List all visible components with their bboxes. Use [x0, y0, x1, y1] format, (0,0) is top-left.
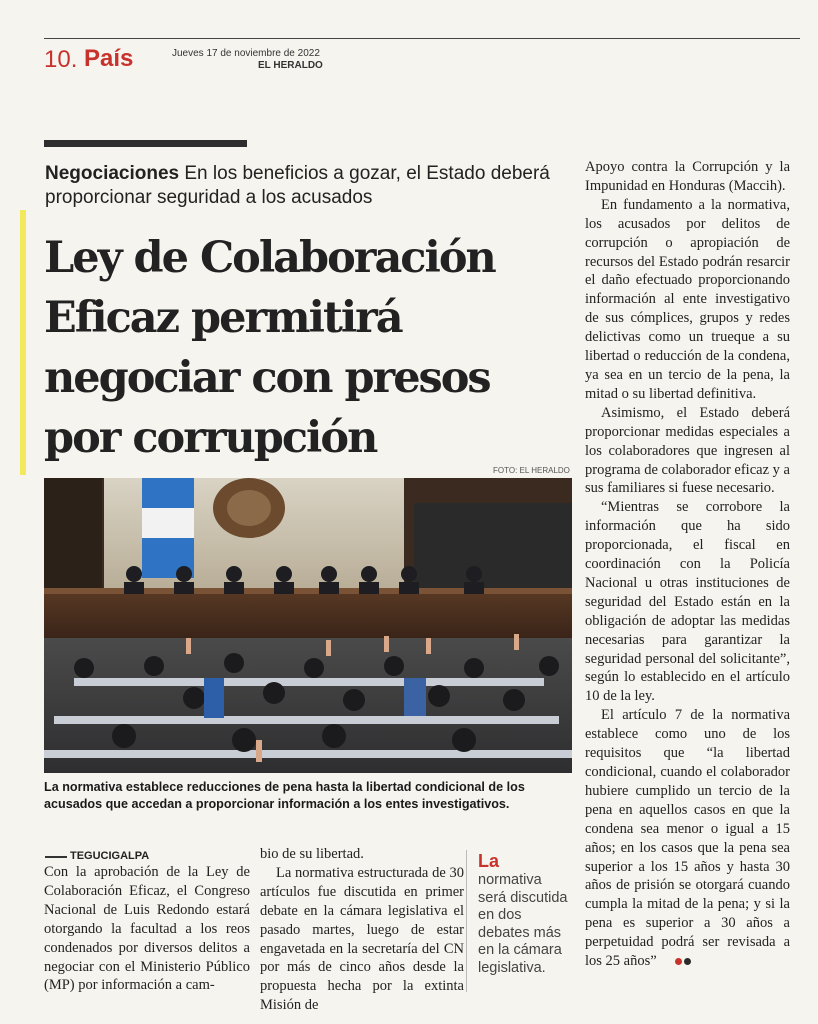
kicker-text: En los beneficios a gozar, el Estado deberá proporcionar seguridad a los acusados [45, 163, 550, 208]
article-column-1 [44, 863, 250, 995]
location-rule [45, 856, 67, 858]
paragraph [585, 706, 790, 971]
congress-photo [44, 478, 572, 773]
paragraph: Asimismo, el Estado deberá proporcionar medidas especiales a los colaboradores que ingresen al programa de colaborador eficaz y a sus familiares si fuese necesario. [585, 404, 790, 497]
end-dot-icon [684, 958, 691, 965]
headline-line-4: por corrupción [44, 413, 377, 463]
section-name: País [84, 45, 134, 72]
headline-line-2: Eficaz permitirá [44, 293, 402, 343]
photo-caption: La normativa establece reducciones de pena hasta la libertad condicional de los acusados que accedan a proporcionar información a los entes investigativos. [44, 780, 525, 811]
top-rule [44, 38, 800, 39]
paragraph: Con la aprobación de la Ley de Colaboración Eficaz, el Congreso Nacional de Luis Redondo estará otorgando la facultad a los reos condenados por diversos delitos a negociar con el Ministerio Público (MP) por información a cam- [44, 864, 250, 994]
headline-rule [44, 140, 247, 147]
end-dot-icon [675, 958, 682, 965]
headline [44, 228, 584, 468]
marker-highlight [20, 210, 26, 475]
article-column-3 [585, 158, 790, 971]
newspaper-name: EL HERALDO [258, 60, 323, 71]
pullquote-text: normativa será discutida en dos debates más en la cámara legislativa. [478, 872, 568, 976]
article-column-2 [260, 845, 464, 1015]
issue-date: Jueves 17 de noviembre de 2022 [172, 48, 320, 59]
pullquote [478, 850, 573, 977]
paragraph: bio de su libertad. [260, 846, 364, 862]
photo-credit: FOTO: EL HERALDO [493, 466, 570, 475]
page-number: 10. [44, 46, 78, 73]
dateline-location: TEGUCIGALPA [70, 850, 150, 862]
pullquote-rule [466, 850, 467, 992]
pullquote-lead: La [478, 851, 500, 871]
kicker [45, 162, 570, 210]
paragraph: “Mientras se corrobore la información que ha sido proporcionada, el fiscal en coordinación con la Policía Nacional u otras instituciones de seguridad del Estado están en la obligación de adoptar las medidas necesarias para garantizar la seguridad personal del solicitante”, según lo establecido en el artículo 10 de la ley. [585, 499, 790, 705]
paragraph: La normativa estructurada de 30 artículos fue discutida en primer debate en la cámara legislativa el pasado martes, luego de estar engavetada en la secretaría del CN por más de cinco años desde la propuesta hecha por la extinta Misión de [260, 864, 464, 1014]
end-mark [657, 952, 691, 971]
paragraph: Apoyo contra la Corrupción y la Impunidad en Honduras (Maccih). [585, 159, 790, 194]
paragraph-text: El artículo 7 de la normativa establece como uno de los requisitos que “la libertad condicional, cuando el colaborador hubiere cumplido un tercio de la pena en aquellos casos en que la condena sea menor o igual a 15 años; en los casos que la pena sea superior a los 15 años y hasta 30 años de prisión se otorgará cuando cumpla la mitad de la pena; y si la pena es superior a 30 años a perpetuidad podrá ser revisada a los 25 años” [585, 707, 790, 970]
kicker-label: Negociaciones [45, 163, 180, 184]
paragraph: En fundamento a la normativa, los acusados por delitos de corrupción o apropiación de recursos del Estado podrán resarcir el daño efectuado proporcionando información al ente investigativo de sus cómplices, grupos y redes delictivas como un trueque a su libertad o reducción de la condena, ya sea en un tercio de la pena, la mitad o su libertad definitiva. [585, 196, 790, 402]
headline-line-3: negociar con presos [44, 353, 490, 403]
headline-line-1: Ley de Colaboración [44, 233, 495, 283]
